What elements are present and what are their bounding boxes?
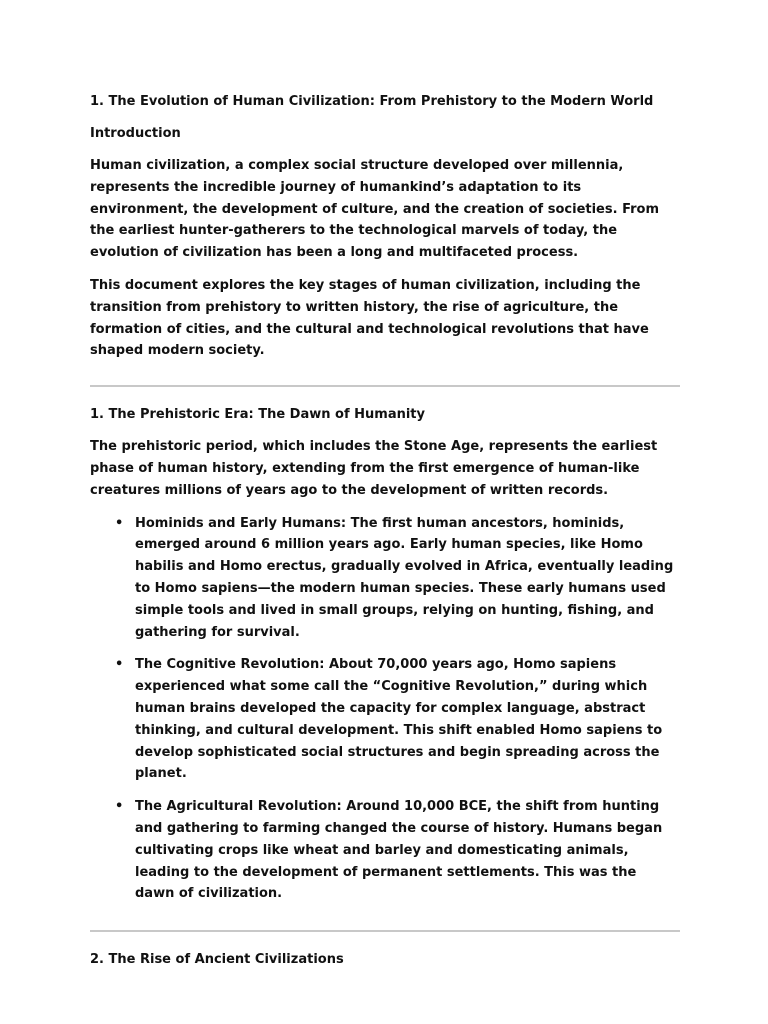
section-2-heading: 2. The Rise of Ancient Civilizations (90, 952, 344, 968)
bullet-icon: • (115, 515, 124, 531)
document-title: 1. The Evolution of Human Civilization: From Prehistory to the Modern World (90, 94, 654, 109)
bullet-icon: • (115, 799, 124, 815)
section-divider (90, 930, 680, 932)
document-page (90, 92, 680, 970)
intro-paragraph-1: Human civilization, a complex social structure developed over millennia, represents the incredible journey of humankind’s adaptation to its environment, the development of culture, and the creation of societies. From the earliest hunter-gatherers to the technological marvels of today, the evolution of civilization has been a long and multifaceted process. (90, 158, 660, 261)
list-item (90, 513, 680, 644)
bullet-text: The Agricultural Revolution: Around 10,000 BCE, the shift from hunting and gathering to farming changed the course of history. Humans began cultivating crops like wheat and barley and domesticating animals, leading to the development of permanent settlements. This was the dawn of civilization. (135, 799, 663, 902)
section-1-heading: 1. The Prehistoric Era: The Dawn of Humanity (90, 407, 425, 423)
bullet-text: Hominids and Early Humans: The first human ancestors, hominids, emerged around 6 million years ago. Early human species, like Homo habilis and Homo erectus, gradually evolved in Africa, eventually leading to Homo sapiens—the modern human species. These early humans used simple tools and lived in small groups, relying on hunting, fishing, and gathering for survival. (135, 515, 674, 640)
intro-paragraph-2: This document explores the key stages of human civilization, including the transition from prehistory to written history, the rise of agriculture, the formation of cities, and the cultural and technological revolutions that have shaped modern society. (90, 277, 649, 359)
section-1-bullet-list (90, 513, 680, 906)
intro-heading: Introduction (90, 126, 181, 141)
bullet-icon: • (115, 657, 124, 673)
section-1-paragraph: The prehistoric period, which includes the Stone Age, represents the earliest phase of human history, extending from the first emergence of human-like creatures millions of years ago to the development of written records. (90, 439, 658, 498)
bullet-text: The Cognitive Revolution: About 70,000 years ago, Homo sapiens experienced what some call the “Cognitive Revolution,” during which human brains developed the capacity for complex language, abstract thinking, and cultural development. This shift enabled Homo sapiens to develop sophisticated social structures and begin spreading across the planet. (135, 657, 663, 782)
list-item (90, 796, 680, 905)
section-divider (90, 385, 680, 387)
list-item (90, 654, 680, 785)
